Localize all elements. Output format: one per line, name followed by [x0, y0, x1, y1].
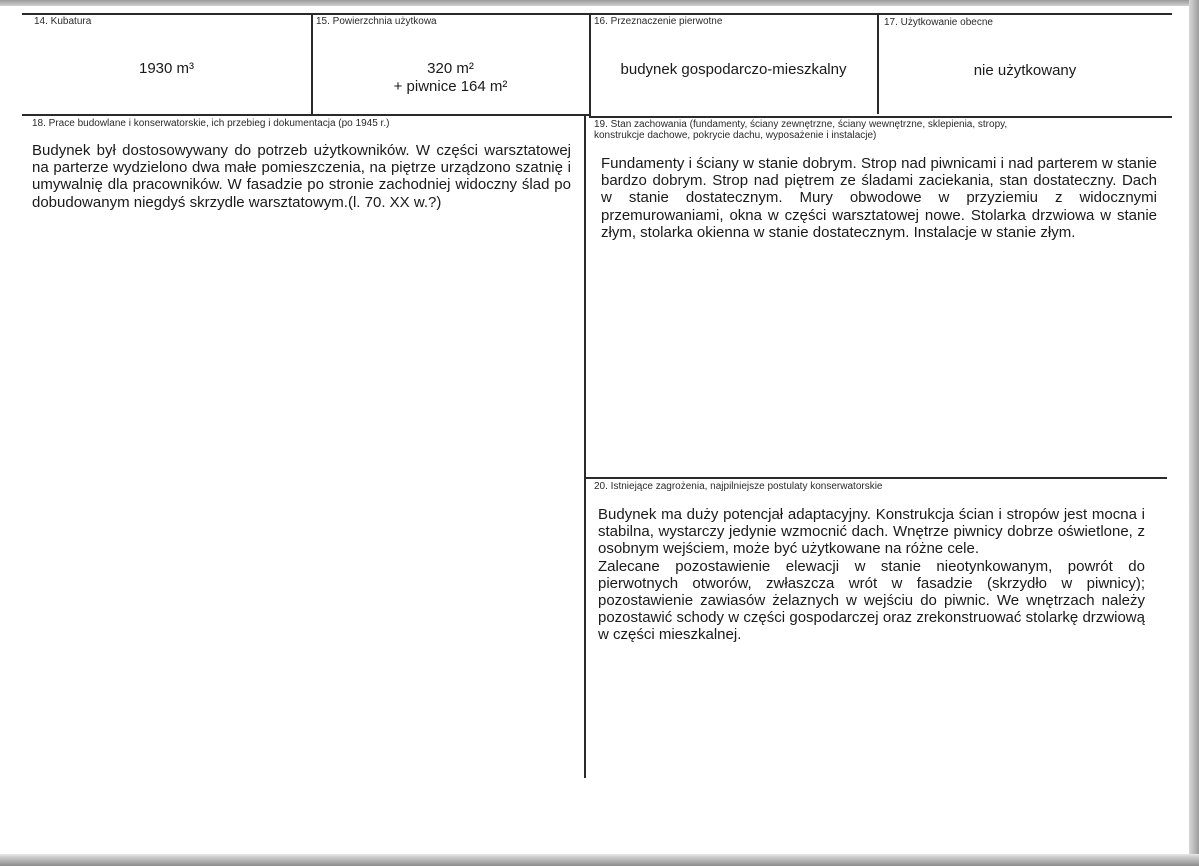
row-divider-left — [22, 114, 591, 116]
field-20-paragraph-2: Zalecane pozostawienie elewacji w stanie nieotynkowanym, powrót do pierwotnych otworów, zwłaszcza wrót w fasadzie (skrzydło w piwnicy); pozostawienie zawiasów żelaznych w wejściu do piwnic. We wnętrzach należy pozostawić schody w części gospodarczej oraz zrekonstruować stolarkę drzwiową w części mieszkalnej. — [598, 557, 1145, 644]
field-15-label: 15. Powierzchnia użytkowa — [316, 16, 437, 27]
field-18-label: 18. Prace budowlane i konserwatorskie, ich przebieg i dokumentacja (po 1945 r.) — [32, 118, 390, 129]
row-divider-right — [589, 116, 1172, 118]
field-20-label: 20. Istniejące zagrożenia, najpilniejsze postulaty konserwatorskie — [594, 481, 883, 492]
field-14-value: 1930 m³ — [138, 60, 195, 77]
field-20-text — [598, 506, 1145, 644]
scan-edge-top — [0, 0, 1199, 6]
field-15-value-line2: + piwnice 164 m² — [393, 78, 508, 95]
field-15-value-line1: 320 m² — [427, 60, 474, 77]
field-18-text: Budynek był dostosowywany do potrzeb użytkowników. W części warsztatowej na parterze wydzielono dwa małe pomieszczenia, na piętrze urządzono szatnię i umywalnię dla pracowników. W fasadzie po stronie zachodniej widoczny ślad po dobudowanym niegdyś skrzydle warsztatowym.(l. 70. XX w.?) — [32, 142, 571, 211]
field-17-value: nie użytkowany — [973, 62, 1077, 79]
divider-19-20 — [585, 477, 1167, 479]
scan-edge-bottom — [0, 854, 1199, 866]
field-16-value: budynek gospodarczo-mieszkalny — [620, 61, 847, 78]
field-19-text: Fundamenty i ściany w stanie dobrym. Strop nad piwnicami i nad parterem w stanie bardzo dobrym. Strop nad piętrem ze śladami zaciekania, stan dostateczny. Dach w stanie dostatecznym. Mury obwodowe w przyziemiu z widocznymi przemurowaniami, okna w części warsztatowej nowe. Stolarka drzwiowa w stanie złym, stolarka okienna w stanie dostatecznym. Instalacje w stanie złym. — [601, 155, 1157, 241]
field-19-label-line2: konstrukcje dachowe, pokrycie dachu, wyposażenie i instalacje) — [594, 130, 877, 141]
field-14-label: 14. Kubatura — [34, 16, 92, 27]
field-19-label-line1: 19. Stan zachowania (fundamenty, ściany zewnętrzne, ściany wewnętrzne, sklepienia, stropy, — [594, 119, 1008, 130]
field-16-label: 16. Przeznaczenie pierwotne — [594, 16, 723, 27]
field-20-paragraph-1: Budynek ma duży potencjał adaptacyjny. Konstrukcja ścian i stropów jest mocna i stabilna, wystarczy jedynie wzmocnić dach. Wnętrze piwnicy dobrze oświetlone, z osobnym wejściem, może być użytkowane na różne cele. — [598, 506, 1145, 558]
field-17-label: 17. Użytkowanie obecne — [884, 17, 993, 28]
main-vertical-divider — [584, 114, 586, 778]
top-border-line — [22, 13, 1172, 15]
scan-edge-right — [1189, 0, 1199, 866]
